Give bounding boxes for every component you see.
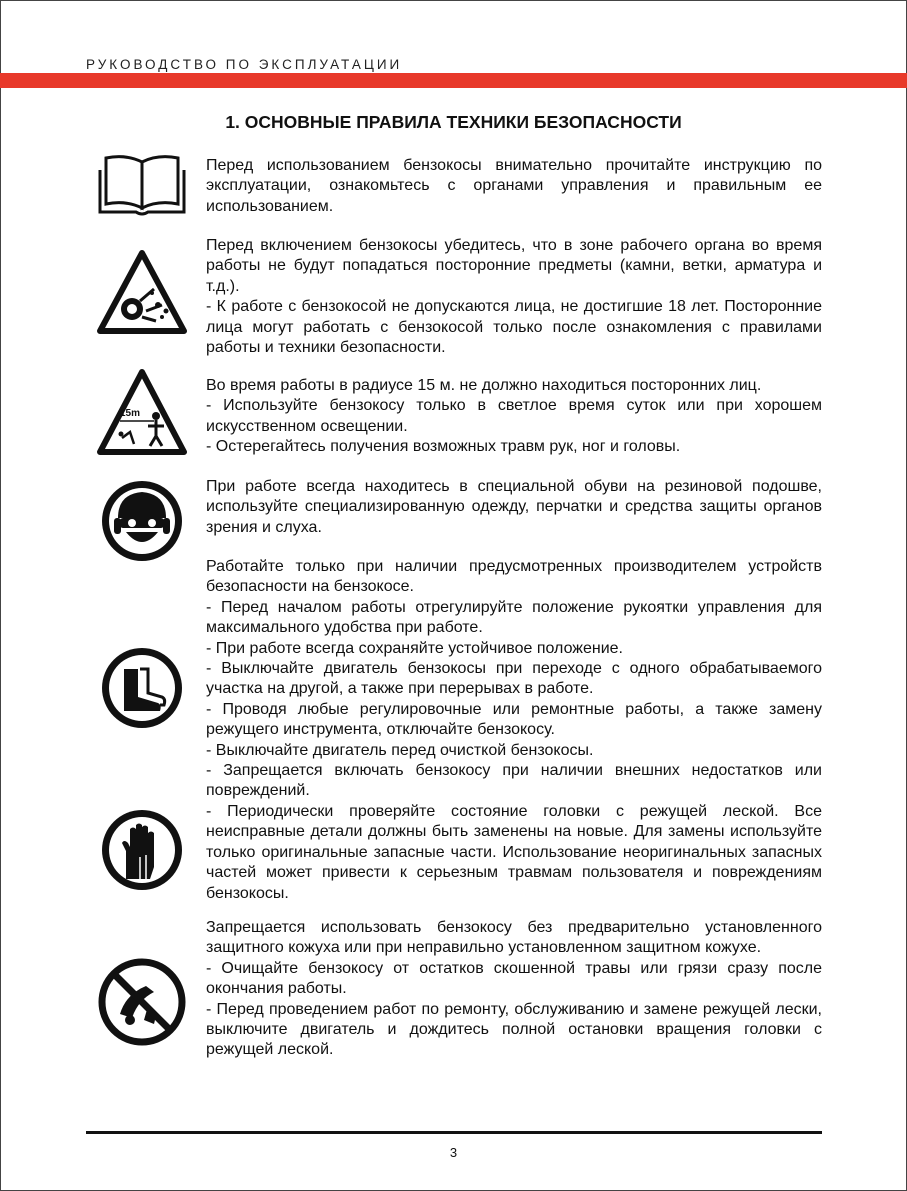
safety-section-5	[206, 557, 822, 904]
paragraph: Перед использованием бензокосы внимательно прочитайте инструкцию по эксплуатации, ознакомьтесь с органами управления и правильным ее использованием.	[206, 157, 822, 215]
flying-debris-warning-icon	[96, 245, 188, 337]
safety-section-3	[206, 376, 822, 458]
running-header: РУКОВОДСТВО ПО ЭКСПЛУАТАЦИИ	[86, 57, 403, 72]
safety-boots-icon	[96, 645, 188, 731]
helmet-goggles-earmuffs-icon	[96, 478, 188, 564]
paragraph: Запрещается использовать бензокосу без предварительно установленного защитного кожуха или при неправильно установленном защитном кожухе.	[206, 919, 822, 957]
paragraph: Перед включением бензокосы убедитесь, что в зоне рабочего органа во время работы не будут попадаться посторонние предметы (камни, ветки, арматура и т.д.).	[206, 237, 822, 295]
safety-section-6	[206, 918, 822, 1061]
section-title	[0, 112, 907, 133]
paragraph: - Выключайте двигатель перед очисткой бензокосы.	[206, 741, 594, 759]
safety-section-4	[206, 477, 822, 538]
distance-15m-warning-icon	[96, 366, 188, 458]
page-number: 3	[449, 1145, 458, 1160]
paragraph: - Используйте бензокосу только в светлое время суток или при хорошем искусственном освещении.	[206, 397, 822, 435]
paragraph: - Запрещается включать бензокосу при наличии внешних недостатков или повреждений.	[206, 762, 822, 800]
safety-section-1	[206, 156, 822, 217]
paragraph: - Выключайте двигатель бензокосы при переходе с одного обрабатываемого участка на другой, а также при перерывах в работе.	[206, 660, 822, 698]
paragraph: - Проводя любые регулировочные или ремонтные работы, а также замену режущего инструмента, отключайте бензокосу.	[206, 700, 822, 739]
paragraph: - К работе с бензокосой не допускаются лица, не достигшие 18 лет. Посторонние лица могут работать с бензокосой только после ознакомления с правилами работы и техники безопасности.	[206, 298, 822, 357]
paragraph: - Перед проведением работ по ремонту, обслуживанию и замене режущей лески, выключите двигатель и дождитесь полной остановки вращения головки с режущей леской.	[206, 1000, 822, 1059]
book-icon	[96, 152, 188, 218]
paragraph: - Периодически проверяйте состояние головки с режущей леской. Все неисправные детали должны быть заменены на новые. Для замены используйте только оригинальные запасные части. Использование неоригинальных запасных частей может привести к серьезным травмам пользователя и повреждениям бензокосы.	[206, 802, 822, 902]
gloves-icon	[96, 807, 188, 893]
paragraph: - Очищайте бензокосу от остатков скошенной травы или грязи сразу после окончания работы.	[206, 959, 822, 998]
paragraph: - При работе всегда сохраняйте устойчивое положение.	[206, 639, 623, 657]
header-red-band	[0, 73, 907, 88]
paragraph: Работайте только при наличии предусмотренных производителем устройств безопасности на бензокосе.	[206, 558, 822, 596]
paragraph: - Перед началом работы отрегулируйте положение рукоятки управления для максимального удобства при работе.	[206, 598, 822, 637]
no-operation-without-guard-icon	[96, 956, 188, 1048]
footer-rule	[86, 1131, 822, 1134]
section-title-text: 1. ОСНОВНЫЕ ПРАВИЛА ТЕХНИКИ БЕЗОПАСНОСТИ	[225, 112, 682, 132]
safety-section-2	[206, 236, 822, 358]
paragraph: При работе всегда находитесь в специальной обуви на резиновой подошве, используйте специализированную одежду, перчатки и средства защиты органов зрения и слуха.	[206, 478, 822, 536]
distance-label: 15m	[120, 408, 141, 419]
paragraph: - Остерегайтесь получения возможных травм рук, ног и головы.	[206, 438, 681, 456]
paragraph: Во время работы в радиусе 15 м. не должно находиться посторонних лиц.	[206, 377, 762, 394]
